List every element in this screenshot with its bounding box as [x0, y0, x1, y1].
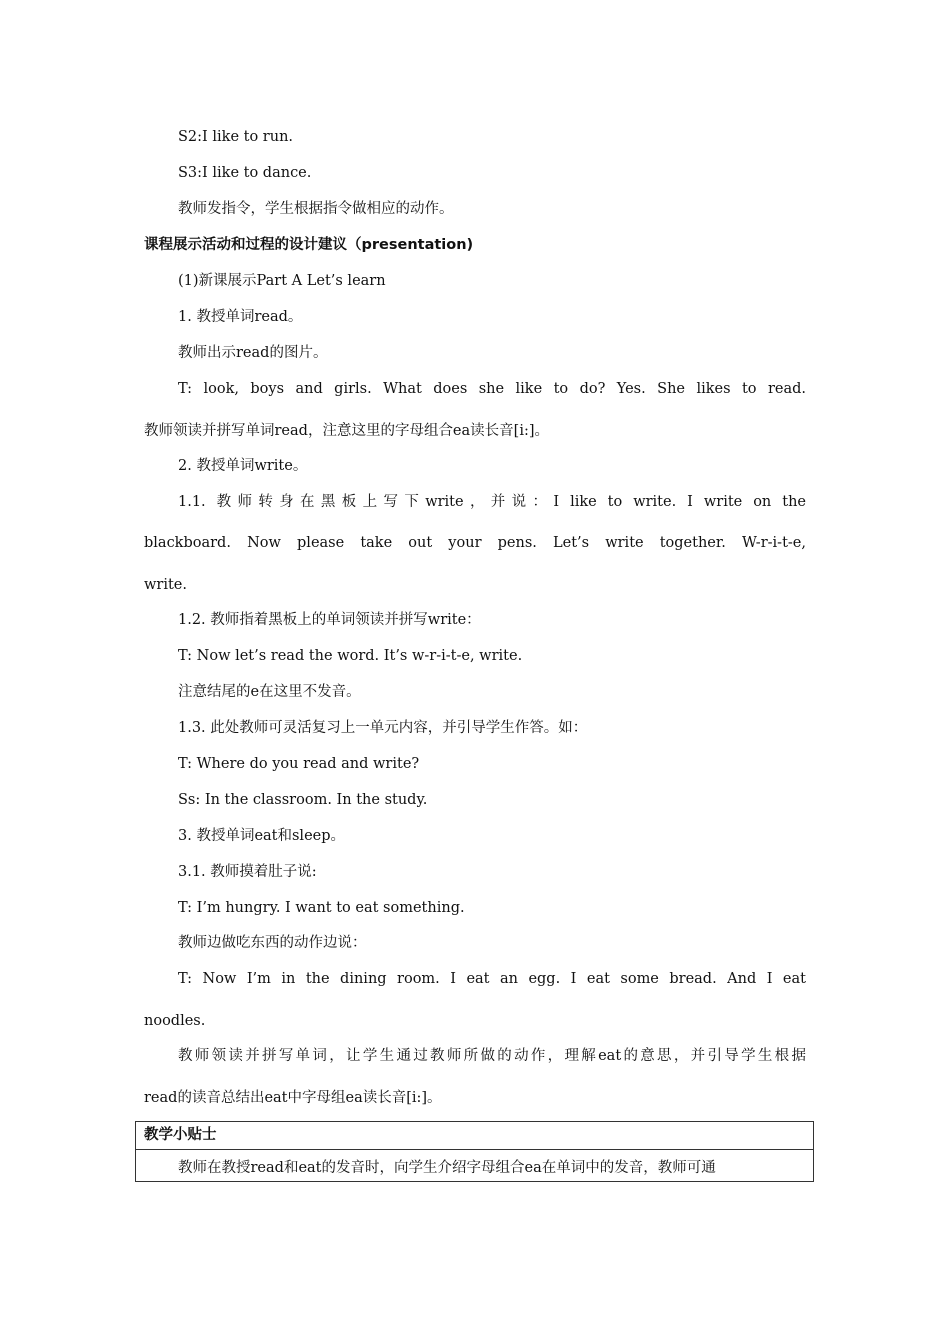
paragraph-text: write.	[144, 577, 187, 593]
paragraph-text: 教师领读并拼写单词read，注意这里的字母组合ea读长音[i:]。	[144, 423, 549, 439]
paragraph-text: read的读音总结出eat中字母组ea读长音[i:]。	[144, 1090, 442, 1106]
dialogue-line-teacher: T: Where do you read and write?	[178, 756, 420, 772]
paragraph-text: 注意结尾的e在这里不发音。	[178, 684, 361, 700]
paragraph-text: 教师发指令，学生根据指令做相应的动作。	[178, 201, 454, 217]
dialogue-line-teacher: T: look, boys and girls. What does she like to do? Yes. She likes to read.	[178, 381, 806, 397]
paragraph-text: 教师领读并拼写单词，让学生通过教师所做的动作，理解eat的意思，并引导学生根据	[178, 1048, 806, 1064]
paragraph-text: noodles.	[144, 1013, 206, 1029]
paragraph-text: 1.3. 此处教师可灵活复习上一单元内容，并引导学生作答。如：	[178, 720, 588, 736]
paragraph-text: 1.2. 教师指着黑板上的单词领读并拼写write：	[178, 612, 481, 628]
dialogue-line-teacher: T: I’m hungry. I want to eat something.	[178, 900, 465, 916]
section-heading: 课程展示活动和过程的设计建议（presentation)	[144, 237, 474, 253]
dialogue-line-students: Ss: In the classroom. In the study.	[178, 792, 428, 808]
dialogue-line-teacher: T: Now let’s read the word. It’s w-r-i-t-e, write.	[178, 648, 523, 664]
paragraph-text: 教师出示read的图片。	[178, 345, 328, 361]
paragraph-text: blackboard. Now please take out your pens. Let’s write together. W-r-i-t-e,	[144, 535, 806, 551]
step-title: 2. 教授单词write。	[178, 458, 308, 474]
subsection-title: (1)新课展示Part A Let’s learn	[178, 273, 386, 289]
tip-divider	[136, 1149, 813, 1150]
step-title: 3. 教授单词eat和sleep。	[178, 828, 346, 844]
step-title: 1. 教授单词read。	[178, 309, 303, 325]
paragraph-text: 3.1. 教师摸着肚子说:	[178, 864, 317, 880]
paragraph-text: 1.1. 教师转身在黑板上写下write，并说：I like to write. I write on the	[178, 494, 806, 510]
dialogue-line-s3: S3:I like to dance.	[178, 165, 312, 181]
teaching-tip-box	[135, 1121, 814, 1182]
dialogue-line-teacher: T: Now I’m in the dining room. I eat an egg. I eat some bread. And I eat	[178, 971, 806, 987]
tip-text: 教师在教授read和eat的发音时，向学生介绍字母组合ea在单词中的发音，教师可通	[178, 1160, 716, 1176]
paragraph-text: 教师边做吃东西的动作边说：	[178, 935, 367, 951]
tip-title: 教学小贴士	[144, 1127, 217, 1143]
dialogue-line-s2: S2:I like to run.	[178, 129, 294, 145]
